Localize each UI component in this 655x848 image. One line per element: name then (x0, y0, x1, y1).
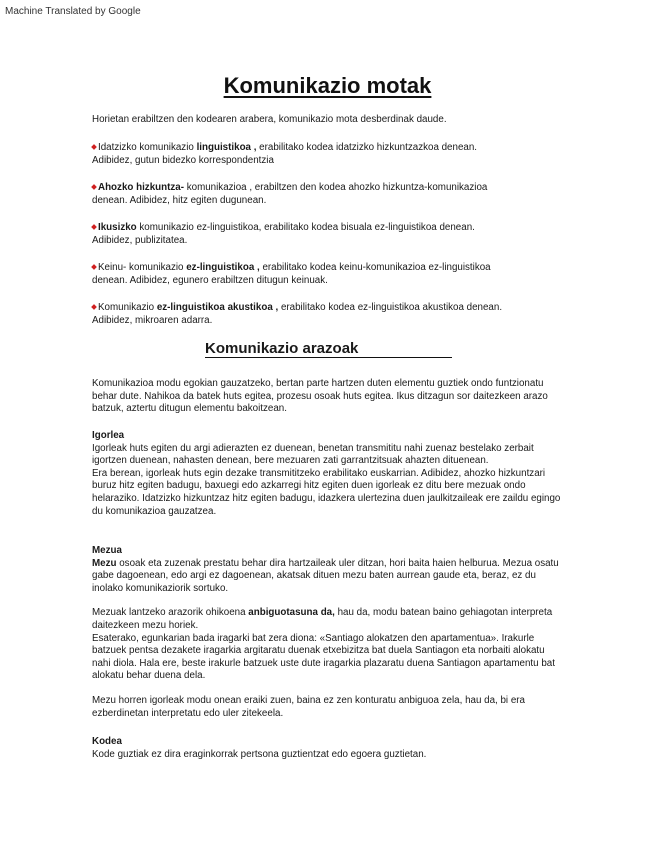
igorlea-heading: Igorlea (92, 430, 125, 441)
bullet-icon (91, 144, 97, 150)
igorlea-p1: Igorleak huts egiten du argi adierazten ez duenean, benetan transmititu nahi zuenaz bestelako zerbait igortzen duenean, nahasten denean, bere mezuaren zati garrantzitsuak ahazten dituenean. (92, 442, 534, 467)
type-item-written: Idatzizko komunikazio linguistikoa , erabilitako kodea idatzizko hizkuntzazkoa denean. Adibidez, gutun bidezko korrespondentzia (92, 142, 478, 166)
machine-translated-banner: Machine Translated by Google (5, 6, 141, 17)
type-item-visual: Ikusizko komunikazio ez-linguistikoa, erabilitako kodea bisuala ez-linguistikoa denean. Adibidez, publizitatea. (92, 222, 475, 246)
bullet-icon (91, 264, 97, 270)
bullet-icon (91, 184, 97, 190)
mezua-section (92, 545, 562, 720)
problems-intro: Komunikazioa modu egokian gauzatzeko, bertan parte hartzen duten elementu guztiek ondo funtzionatu behar dute. Nahikoa da batek huts egitea, prozesu osoak huts egitea. Ikus ditzagun sor daitezkeen arazo batzuk, aztertu ditugun elementu bakoitzean. (92, 378, 548, 415)
mezua-p2: Mezuak lantzeko arazorik ohikoena anbiguotasuna da, hau da, modu batean baino gehiagotan interpreta daitezkeen mezu horiek. (92, 607, 553, 631)
type-item-acoustic: Komunikazio ez-linguistikoa akustikoa , erabilitako kodea ez-linguistikoa akustikoa denean. Adibidez, mikroaren adarra. (92, 302, 503, 326)
kodea-heading: Kodea (92, 736, 122, 747)
bullet-icon (91, 304, 97, 310)
intro-paragraph: Horietan erabiltzen den kodearen arabera, komunikazio mota desberdinak daude. (92, 114, 447, 125)
type-item-gesture: Keinu- komunikazio ez-linguistikoa , erabilitako kodea keinu-komunikazioa ez-linguistikoa denean. Adibidez, egunero erabiltzen ditugun keinuak. (92, 262, 491, 286)
igorlea-section (92, 430, 562, 518)
heading-underline (205, 357, 452, 358)
mezua-p4: Mezu horren igorleak modu onean eraiki zuen, baina ez zen konturatu anbiguoa zela, hau da, bi era ezberdinetan interpretatu edo uler zitekeela. (92, 694, 525, 719)
bullet-icon (91, 224, 97, 230)
mezua-p1: Mezu osoak eta zuzenak prestatu behar dira hartzaileak uler ditzan, hori baita haien helburua. Mezua osatu gabe dagoenean, edo argi ez dagoenean, akatsak dituen mezu baten aurrean gaude eta, beraz, ez du inolako komunikaziorik sortuko. (92, 557, 559, 594)
mezua-p3: Esaterako, egunkarian bada iragarki bat zera diona: «Santiago alokatzen den apartamentua». Irakurle batzuek pentsa dezakete iragarkia argitaratu duenak etxebizitza bat duela Santiagon eta norbaiti alokatu nahi diola. Hala ere, beste irakurle batzuek uste dute iragarkia plazaratu duena Santiagon apartamentu bat alokatu behar duena dela. (92, 632, 555, 682)
mezua-heading: Mezua (92, 545, 122, 556)
page-title: Komunikazio motak (223, 73, 432, 98)
igorlea-p2: Era berean, igorleak huts egin dezake transmititzeko erabilitako euskarrian. Adibidez, ahozko hizkuntzari buruz hitz egiten badugu, baxuegi edo azkarregi hitz egiten duen igorleak ez ditu bere mezuak ondo helaraziko. Idatzizko hizkuntzaz hitz egiten badugu, idazkera ulertezina duen jaulkitzaileak ere zaildu egingo du komunikazioa gauzatzea. (92, 467, 561, 517)
kodea-p1: Kode guztiak ez dira eraginkorrak pertsona guztientzat edo egoera guztietan. (92, 748, 427, 760)
type-item-oral: Ahozko hizkuntza- komunikazioa , erabiltzen den kodea ahozko hizkuntza-komunikazioa denean. Adibidez, hitz egiten dugunean. (92, 182, 488, 206)
kodea-section (92, 736, 562, 761)
